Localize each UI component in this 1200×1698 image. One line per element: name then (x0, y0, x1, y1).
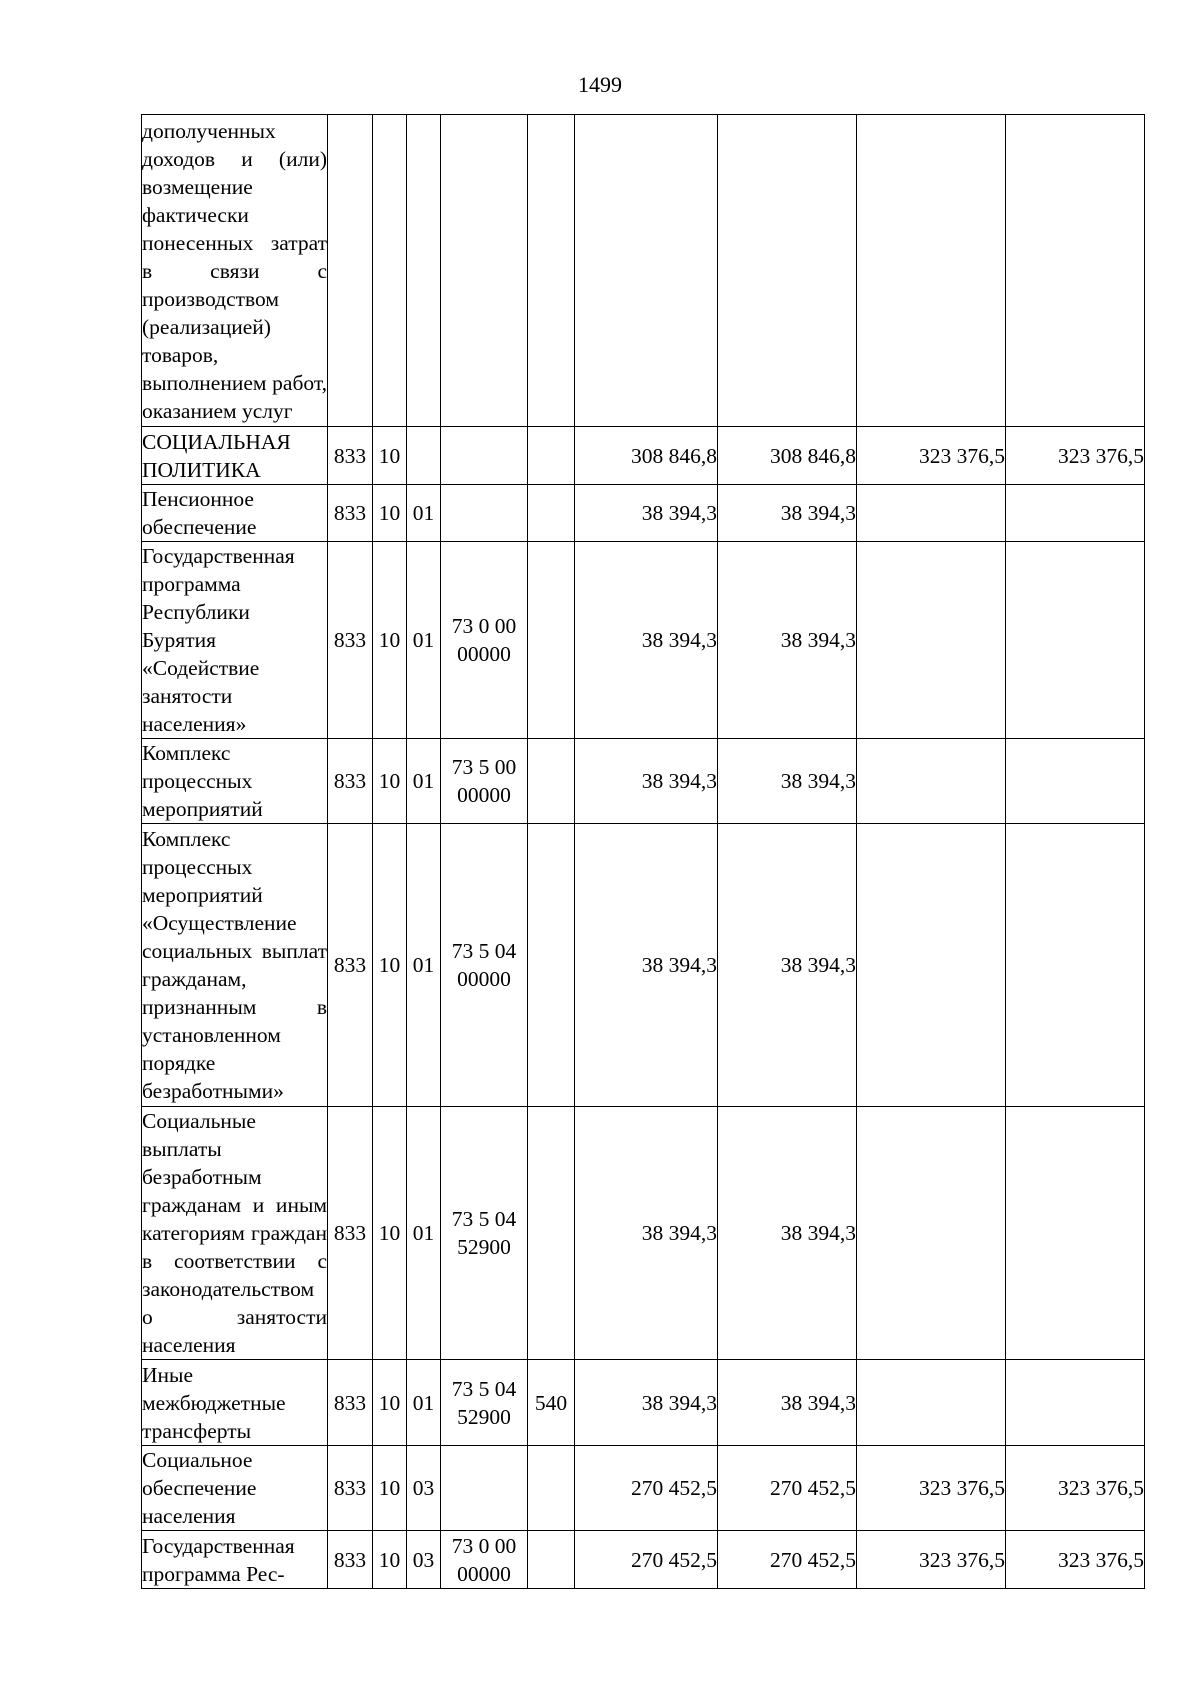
ministry-code-cell: 833 (328, 1360, 373, 1446)
budget-table (141, 114, 1145, 1589)
row-name-cell: Социальное обеспечение населения (142, 1446, 328, 1531)
target-article-line2: 00000 (457, 1561, 511, 1586)
amount-cell-1 (575, 115, 718, 427)
ministry-code-cell: 833 (328, 739, 373, 824)
expense-type-cell (528, 542, 575, 739)
target-article-cell (441, 542, 528, 739)
section-code-cell: 10 (373, 739, 407, 824)
row-name-cell: Комплекс процессных мероприятий (142, 739, 328, 824)
subsection-code-cell: 01 (407, 1107, 441, 1360)
row-name-cell: Иные межбюджетные трансферты (142, 1360, 328, 1446)
amount-cell-2: 38 394,3 (718, 542, 857, 739)
target-article-line2: 00000 (457, 642, 511, 666)
amount-cell-4: 323 376,5 (1006, 1446, 1145, 1531)
row-name-cell: дополученных доходов и (или) возмещение фактически понесенных затрат в связи с производством (реализацией) товаров, выполнением работ, оказанием услуг (142, 115, 328, 427)
section-code-cell (373, 115, 407, 427)
table-row (142, 739, 1145, 824)
target-article-cell (441, 115, 528, 427)
ministry-code-cell: 833 (328, 1446, 373, 1531)
amount-cell-1: 38 394,3 (575, 824, 718, 1107)
target-article-cell (441, 824, 528, 1107)
subsection-code-cell (407, 427, 441, 485)
target-article-cell (441, 1531, 528, 1589)
ministry-code-cell: 833 (328, 1531, 373, 1589)
table-row (142, 427, 1145, 485)
ministry-code-cell: 833 (328, 427, 373, 485)
amount-cell-4 (1006, 739, 1145, 824)
ministry-code-cell (328, 115, 373, 427)
target-article-line2: 52900 (457, 1235, 511, 1259)
expense-type-cell (528, 115, 575, 427)
section-code-cell: 10 (373, 485, 407, 542)
amount-cell-4 (1006, 824, 1145, 1107)
section-code-cell: 10 (373, 1446, 407, 1531)
amount-cell-3 (857, 824, 1006, 1107)
expense-type-cell (528, 485, 575, 542)
expense-type-cell: 540 (528, 1360, 575, 1446)
ministry-code-cell: 833 (328, 824, 373, 1107)
subsection-code-cell: 01 (407, 739, 441, 824)
amount-cell-3: 323 376,5 (857, 1446, 1006, 1531)
target-article-line1: 73 5 04 (451, 939, 517, 963)
table-row (142, 824, 1145, 1107)
table-body (142, 115, 1145, 1589)
ministry-code-cell: 833 (328, 542, 373, 739)
ministry-code-cell: 833 (328, 485, 373, 542)
table-row (142, 1446, 1145, 1531)
section-code-cell: 10 (373, 1360, 407, 1446)
amount-cell-3: 323 376,5 (857, 1531, 1006, 1589)
subsection-code-cell: 01 (407, 485, 441, 542)
amount-cell-1: 38 394,3 (575, 542, 718, 739)
target-article-cell (441, 427, 528, 485)
target-article-cell (441, 739, 528, 824)
subsection-code-cell: 03 (407, 1531, 441, 1589)
amount-cell-2: 38 394,3 (718, 1360, 857, 1446)
table-row (142, 115, 1145, 427)
target-article-cell (441, 1360, 528, 1446)
subsection-code-cell: 01 (407, 542, 441, 739)
amount-cell-2: 38 394,3 (718, 485, 857, 542)
amount-cell-4 (1006, 542, 1145, 739)
section-code-cell: 10 (373, 824, 407, 1107)
amount-cell-1: 270 452,5 (575, 1446, 718, 1531)
row-name-cell: Государственная программа Республики Бурятия «Содействие занятости населения» (142, 542, 328, 739)
target-article-line1: 73 0 00 (451, 1533, 517, 1558)
amount-cell-4: 323 376,5 (1006, 427, 1145, 485)
amount-cell-1: 38 394,3 (575, 739, 718, 824)
table-row (142, 1531, 1145, 1589)
target-article-line1: 73 5 04 (451, 1376, 517, 1401)
amount-cell-1: 38 394,3 (575, 485, 718, 542)
amount-cell-2 (718, 115, 857, 427)
amount-cell-2: 270 452,5 (718, 1446, 857, 1531)
subsection-code-cell (407, 115, 441, 427)
amount-cell-4: 323 376,5 (1006, 1531, 1145, 1589)
amount-cell-3 (857, 485, 1006, 542)
amount-cell-1: 38 394,3 (575, 1107, 718, 1360)
target-article-cell (441, 1107, 528, 1360)
amount-cell-2: 308 846,8 (718, 427, 857, 485)
target-article-line1: 73 5 00 (451, 755, 517, 779)
target-article-cell (441, 1446, 528, 1531)
amount-cell-2: 38 394,3 (718, 1107, 857, 1360)
subsection-code-cell: 03 (407, 1446, 441, 1531)
table-row (142, 542, 1145, 739)
amount-cell-3 (857, 542, 1006, 739)
target-article-line2: 52900 (457, 1404, 511, 1429)
section-code-cell: 10 (373, 1107, 407, 1360)
expense-type-cell (528, 1446, 575, 1531)
amount-cell-4 (1006, 1360, 1145, 1446)
amount-cell-3 (857, 1360, 1006, 1446)
row-name-cell: Комплекс процессных мероприятий «Осуществление социальных выплат гражданам, признанным в установленном порядке безработными» (142, 824, 328, 1107)
target-article-line1: 73 0 00 (451, 614, 517, 638)
row-name-cell: Пенсионное обеспечение (142, 485, 328, 542)
amount-cell-3 (857, 739, 1006, 824)
target-article-cell (441, 485, 528, 542)
ministry-code-cell: 833 (328, 1107, 373, 1360)
amount-cell-1: 38 394,3 (575, 1360, 718, 1446)
section-code-cell: 10 (373, 427, 407, 485)
expense-type-cell (528, 1107, 575, 1360)
amount-cell-2: 38 394,3 (718, 739, 857, 824)
section-code-cell: 10 (373, 1531, 407, 1589)
target-article-line1: 73 5 04 (451, 1207, 517, 1231)
amount-cell-3 (857, 115, 1006, 427)
row-name-cell: Социальные выплаты безработным гражданам и иным категориям граждан в соответствии с законодательством о занятости населения (142, 1107, 328, 1360)
table-row (142, 1107, 1145, 1360)
row-name-cell: Государственная программа Рес- (142, 1531, 328, 1589)
amount-cell-2: 38 394,3 (718, 824, 857, 1107)
expense-type-cell (528, 1531, 575, 1589)
amount-cell-4 (1006, 1107, 1145, 1360)
expense-type-cell (528, 427, 575, 485)
table-row (142, 485, 1145, 542)
amount-cell-3 (857, 1107, 1006, 1360)
table-row (142, 1360, 1145, 1446)
amount-cell-3: 323 376,5 (857, 427, 1006, 485)
expense-type-cell (528, 824, 575, 1107)
expense-type-cell (528, 739, 575, 824)
row-name-cell: СОЦИАЛЬНАЯ ПОЛИТИКА (142, 427, 328, 485)
amount-cell-4 (1006, 115, 1145, 427)
target-article-line2: 00000 (457, 967, 511, 991)
page-number: 1499 (578, 72, 622, 97)
subsection-code-cell: 01 (407, 1360, 441, 1446)
amount-cell-2: 270 452,5 (718, 1531, 857, 1589)
subsection-code-cell: 01 (407, 824, 441, 1107)
amount-cell-1: 308 846,8 (575, 427, 718, 485)
amount-cell-1: 270 452,5 (575, 1531, 718, 1589)
section-code-cell: 10 (373, 542, 407, 739)
target-article-line2: 00000 (457, 783, 511, 807)
amount-cell-4 (1006, 485, 1145, 542)
